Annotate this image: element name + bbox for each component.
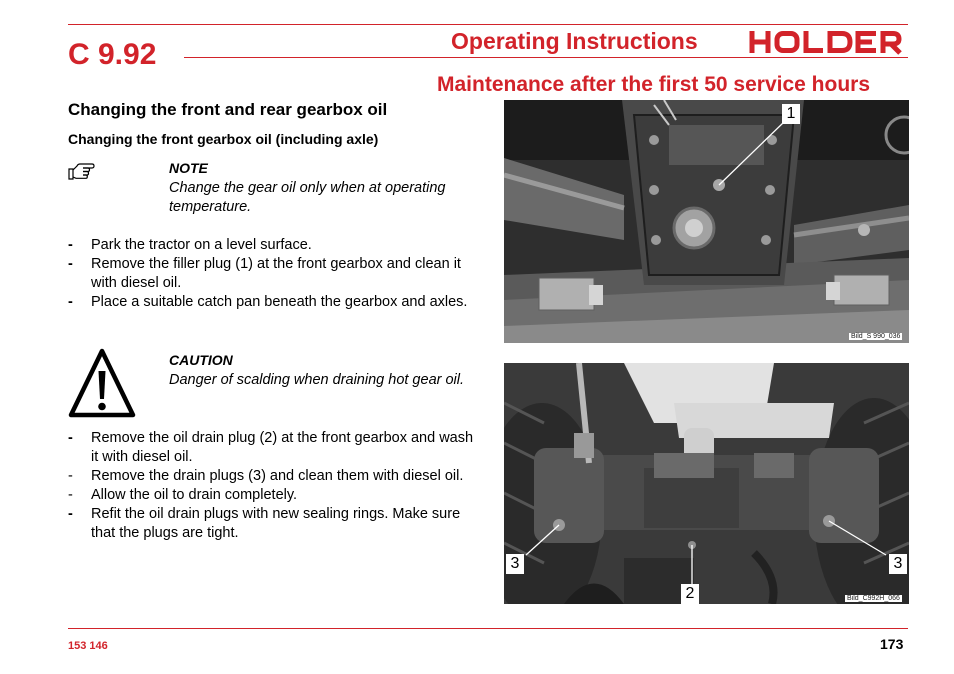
bullet-marker: - bbox=[68, 430, 73, 446]
callout-3-right: 3 bbox=[889, 554, 907, 574]
list-item-text: Refit the oil drain plugs with new sealing rings. Make sure that the plugs are tight. bbox=[91, 506, 461, 541]
bullet-marker: - bbox=[68, 256, 73, 272]
list-item-text: Place a suitable catch pan beneath the gearbox and axles. bbox=[91, 294, 468, 310]
list-item bbox=[68, 429, 478, 467]
front-gearbox-photo bbox=[504, 100, 909, 343]
warning-triangle-icon bbox=[68, 347, 136, 419]
photo-caption-bottom: Bild_C992H_066 bbox=[847, 595, 900, 602]
pointing-hand-icon bbox=[68, 161, 96, 181]
bullet-marker: - bbox=[68, 294, 73, 310]
document-number: 153 146 bbox=[68, 640, 108, 652]
photo-caption-top: Bild_S 990_036 bbox=[851, 333, 901, 340]
footer-rule bbox=[68, 628, 908, 629]
model-label: C 9.92 bbox=[68, 38, 157, 71]
list-item-text: Allow the oil to drain completely. bbox=[91, 487, 298, 503]
steps-list-1 bbox=[68, 236, 478, 312]
holder-logo bbox=[748, 29, 902, 55]
note-text: Change the gear oil only when at operating temperature. bbox=[169, 180, 446, 215]
note-label: NOTE bbox=[169, 160, 208, 176]
drain-plugs-photo bbox=[504, 363, 909, 604]
bullet-marker: - bbox=[68, 487, 73, 503]
bullet-marker: - bbox=[68, 237, 73, 253]
callout-3-left: 3 bbox=[506, 554, 524, 574]
document-title: Operating Instructions bbox=[451, 28, 698, 54]
bullet-marker: - bbox=[68, 506, 73, 522]
header-top-rule bbox=[68, 24, 908, 25]
list-item-text: Remove the oil drain plug (2) at the front gearbox and wash it with diesel oil. bbox=[91, 430, 474, 465]
list-item-text: Remove the filler plug (1) at the front gearbox and clean it with diesel oil. bbox=[91, 256, 461, 291]
list-item bbox=[68, 236, 478, 255]
list-item bbox=[68, 293, 478, 312]
header-mid-rule bbox=[184, 57, 908, 58]
list-item bbox=[68, 467, 478, 486]
callout-1: 1 bbox=[782, 104, 800, 124]
caution-label: CAUTION bbox=[169, 352, 233, 368]
callout-2: 2 bbox=[681, 584, 699, 604]
steps-list-2 bbox=[68, 429, 478, 543]
list-item bbox=[68, 505, 478, 543]
page-number: 173 bbox=[880, 636, 904, 652]
list-item-text: Remove the drain plugs (3) and clean them with diesel oil. bbox=[91, 468, 464, 484]
subsection-heading: Changing the front gearbox oil (including axle) bbox=[68, 131, 379, 147]
bullet-marker: - bbox=[68, 468, 73, 484]
list-item-text: Park the tractor on a level surface. bbox=[91, 237, 312, 253]
list-item bbox=[68, 486, 478, 505]
list-item bbox=[68, 255, 478, 293]
section-heading: Changing the front and rear gearbox oil bbox=[68, 100, 388, 119]
section-title: Maintenance after the first 50 service hours bbox=[437, 73, 870, 96]
caution-text: Danger of scalding when draining hot gear oil. bbox=[169, 372, 465, 388]
